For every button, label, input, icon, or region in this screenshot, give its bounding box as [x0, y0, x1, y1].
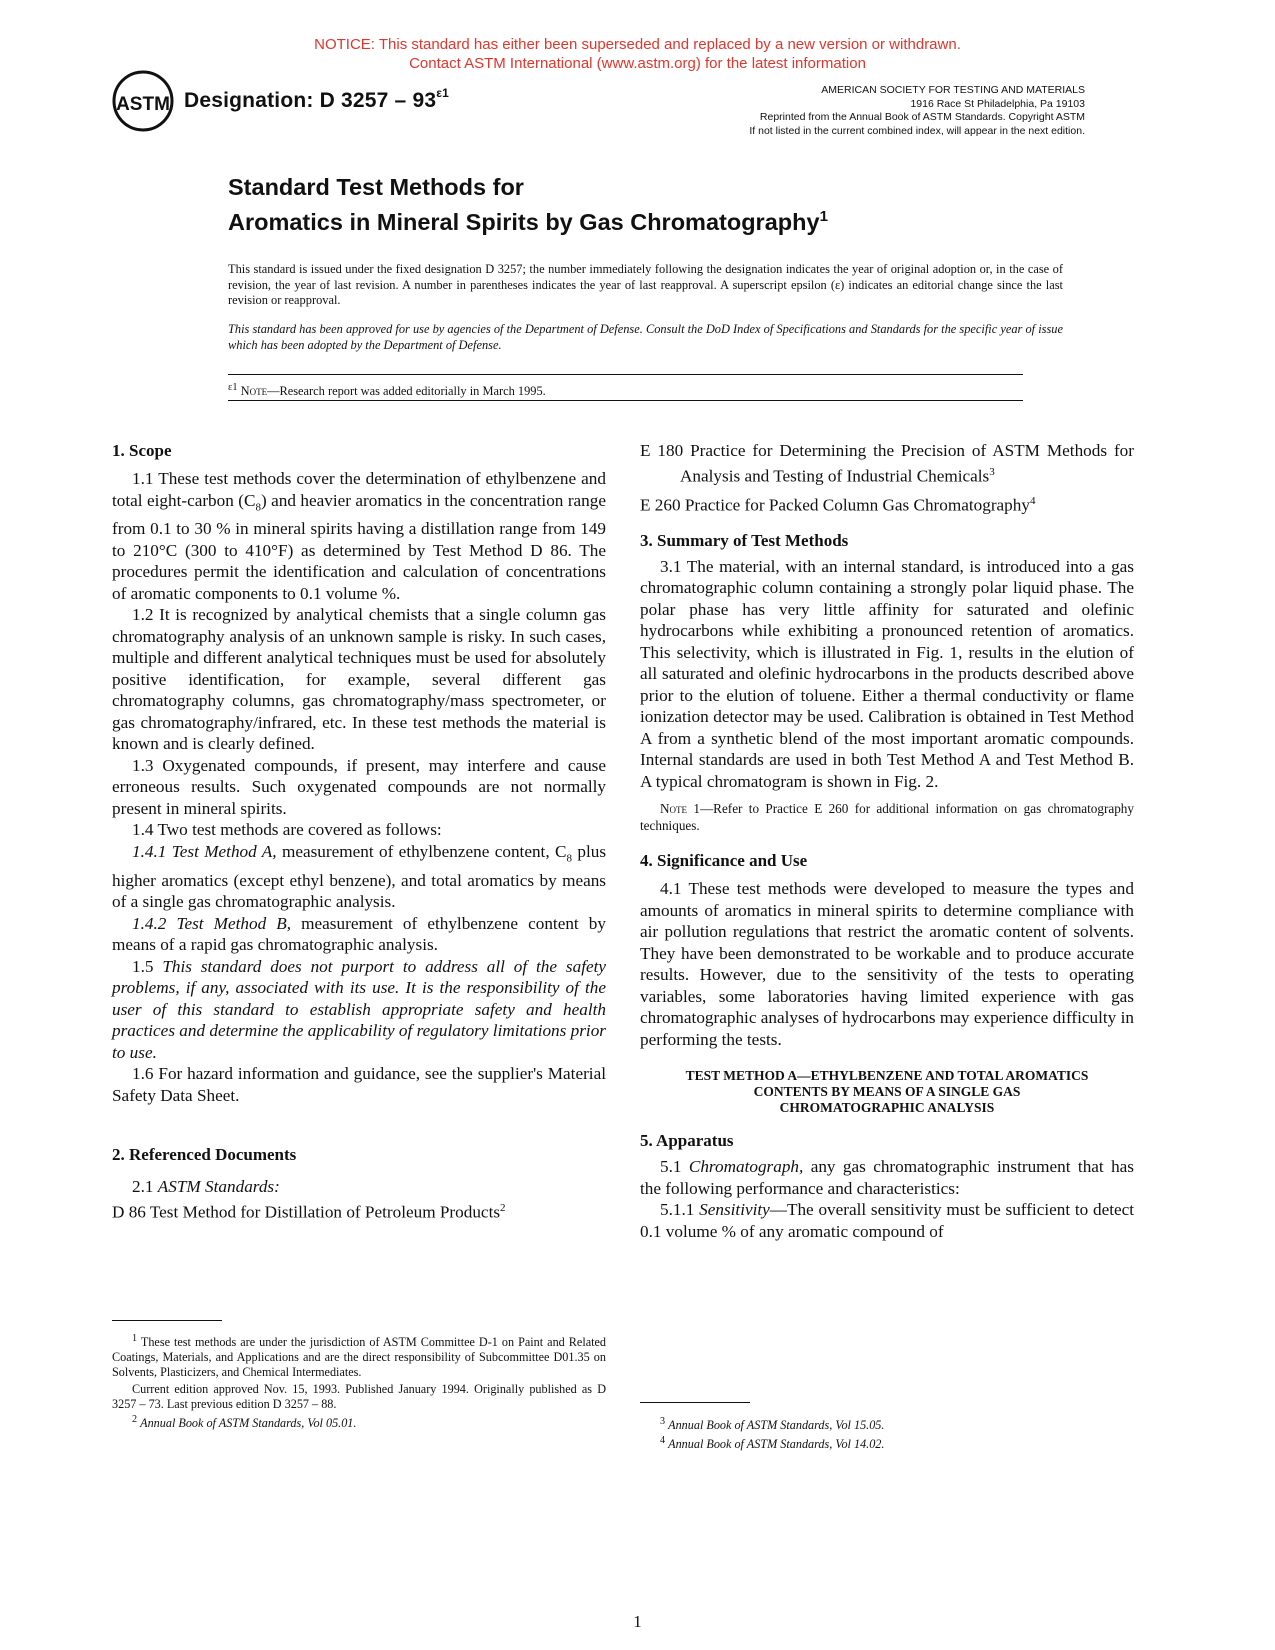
intro-divider-bottom — [228, 400, 1023, 401]
publisher-index-note: If not listed in the current combined index, will appear in the next edition. — [749, 124, 1085, 137]
left-footnotes — [112, 1331, 606, 1431]
designation — [184, 88, 449, 113]
title-line2: Aromatics in Mineral Spirits by Gas Chromatography — [228, 208, 820, 235]
section-3-heading: 3. Summary of Test Methods — [640, 530, 849, 550]
designation-text: Designation: D 3257 – 93 — [184, 89, 437, 112]
issuance-statement: This standard is issued under the fixed designation D 3257; the number immediately following the designation indicates the year of original adoption or, in the case of revision, the year of last revision. A number in parentheses indicates the year of last reapproval. A superscript epsilon (ε) indicates an editorial change since the last revision or reapproval. — [228, 262, 1063, 308]
footnote-2: $^2$ Annual Book of ASTM Standards, Vol 05.01. — [132, 1414, 357, 1431]
para-2-1: 2.1 ASTM Standards: — [132, 1177, 280, 1197]
editorial-note-label: Note — [240, 384, 268, 399]
publisher-name: AMERICAN SOCIETY FOR TESTING AND MATERIALS — [821, 84, 1085, 96]
footnote-1: $^1$ These test methods are under the jurisdiction of ASTM Committee D-1 on Paint and Related Coatings, Materials, and Applications and are the direct responsibility of Subcommittee D01.35 on Solvents, Plasticizers, and Chemical Intermediates. — [112, 1333, 607, 1380]
ref-e180: E 180 Practice for Determining the Precision of ASTM Methods for Analysis and Testing of Industrial Chemicals$^3$ — [640, 441, 1134, 486]
publisher-address: 1916 Race St Philadelphia, Pa 19103 — [910, 97, 1085, 110]
left-footnote-divider — [112, 1320, 222, 1321]
para-1-4: 1.4 Two test methods are covered as follows: — [132, 820, 442, 840]
method-a-heading: TEST METHOD A—ETHYLBENZENE AND TOTAL AROMATICS CONTENTS BY MEANS OF A SINGLE GAS CHROMATOGRAPHIC ANALYSIS — [685, 1068, 1089, 1116]
para-5-1-1: 5.1.1 Sensitivity—The overall sensitivity must be sufficient to detect 0.1 volume % of any aromatic compound of — [640, 1200, 1135, 1241]
title-line1: Standard Test Methods for — [228, 174, 524, 200]
right-footnote-divider — [640, 1402, 750, 1403]
publisher-reprint: Reprinted from the Annual Book of ASTM Standards. Copyright ASTM — [759, 111, 1085, 123]
withdrawal-notice-line1: NOTICE: This standard has either been superseded and replaced by a new version or withdrawn. — [314, 36, 961, 53]
para-4-1: 4.1 These test methods were developed to measure the types and amounts of aromatics in mineral spirits to determine compliance with air pollution regulations that restrict the aromatic content of solvents. They have been demonstrated to be workable and to produce accurate results. However, due to the sensitivity of the tests to operating variables, some laboratories having limited experience with gas chromatographic analyses of hydrocarbons may experience difficulty in performing the tests. — [640, 879, 1134, 1049]
designation-epsilon: ε1 — [436, 86, 450, 100]
section-2-heading: 2. Referenced Documents — [112, 1145, 297, 1165]
intro-divider-top — [228, 374, 1023, 375]
astm-logo-text: ASTM — [116, 94, 170, 115]
footnote-1-edition: Current edition approved Nov. 15, 1993. Published January 1994. Originally published as D 3257 – 73. Last previous edition D 3257 – 88. — [112, 1382, 606, 1412]
para-1-2: 1.2 It is recognized by analytical chemists that a single column gas chromatography analysis of an unknown sample is risky. In such cases, multiple and different analytical techniques must be used for absolutely positive identification, for example, several different gas chromatography columns, gas chromatography/mass spectrometer, or gas chromatography/infrared, etc. In these test methods the material is known and is clearly defined. — [112, 605, 606, 754]
editorial-note-mark: ε1 — [228, 382, 238, 393]
note-1: Note 1—Refer to Practice E 260 for additional information on gas chromatography techniques. — [640, 801, 1134, 834]
astm-logo-icon — [112, 70, 174, 132]
para-1-5: 1.5 This standard does not purport to address all of the safety problems, if any, associated with its use. It is the responsibility of the user of this standard to establish appropriate safety and health practices and determine the applicability of regulatory limitations prior to use. — [112, 956, 606, 1062]
publisher-block — [749, 84, 1085, 138]
editorial-note — [228, 380, 828, 400]
dod-statement: This standard has been approved for use by agencies of the Department of Defense. Consult the DoD Index of Specifications and Standards for the specific year of issue which has been adopted by the Department of Defense. — [228, 322, 1063, 352]
para-3-1: 3.1 The material, with an internal standard, is introduced into a gas chromatographic column containing a strongly polar liquid phase. The polar phase has very little affinity for saturated and olefinic hydrocarbons while exhibiting a pronounced retention of aromatics. This selectivity, which is illustrated in Fig. 1, results in the elution of all saturated and olefinic hydrocarbons in the products described above prior to the elution of toluene. Either a thermal conductivity or flame ionization detector may be used. Calibration is obtained in Test Method A from a synthetic blend of the most important aromatic compounds. Internal standards are used in both Test Method A and Test Method B. A typical chromatogram is shown in Fig. 2. — [640, 556, 1134, 791]
para-1-4-2: 1.4.2 Test Method B, measurement of ethylbenzene content by means of a rapid gas chromatographic analysis. — [112, 913, 606, 955]
section-4-heading: 4. Significance and Use — [640, 851, 808, 871]
footnote-3: $^3$ Annual Book of ASTM Standards, Vol 15.05. — [660, 1416, 885, 1433]
para-5-1: 5.1 Chromatograph, any gas chromatographic instrument that has the following performance and characteristics: — [640, 1157, 1135, 1198]
page-title — [228, 172, 828, 237]
right-column — [640, 440, 1134, 1242]
para-1-4-1: 1.4.1 Test Method A, measurement of ethylbenzene content, $C_8$ plus higher aromatics (except ethyl benzene), and total aromatics by means of a single gas chromatographic analysis. — [112, 841, 607, 912]
section-5-heading: 5. Apparatus — [640, 1131, 734, 1151]
title-footnote-mark: 1 — [819, 208, 828, 225]
ref-e260: E 260 Practice for Packed Column Gas Chromatography$^4$ — [640, 494, 1036, 515]
left-column — [112, 440, 606, 1223]
section-1-heading: 1. Scope — [112, 441, 172, 460]
page-number: 1 — [633, 1612, 642, 1631]
editorial-note-text: —Research report was added editorially in March 1995. — [267, 384, 546, 399]
para-1-1: 1.1 These test methods cover the determination of ethylbenzene and total eight-carbon $(C_8)$ and heavier aromatics in the concentration range from 0.1 to 30 % in mineral spirits having a distillation range from 149 to 210°C (300 to 410°F) as determined by Test Method D 86. The procedures permit the identification and calculation of concentrations of aromatic components to 0.1 volume %. — [112, 469, 606, 603]
para-1-3: 1.3 Oxygenated compounds, if present, may interfere and cause erroneous results. Such oxygenated compounds are not normally present in mineral spirits. — [112, 755, 606, 818]
footnote-4: $^4$ Annual Book of ASTM Standards, Vol 14.02. — [660, 1435, 885, 1452]
right-footnotes — [640, 1414, 1134, 1452]
para-1-6: 1.6 For hazard information and guidance, see the supplier's Material Safety Data Sheet. — [112, 1064, 606, 1105]
withdrawal-notice-line2: Contact ASTM International (www.astm.org) for the latest information — [409, 55, 866, 72]
ref-d86: D 86 Test Method for Distillation of Petroleum Products$^2$ — [112, 1201, 506, 1222]
